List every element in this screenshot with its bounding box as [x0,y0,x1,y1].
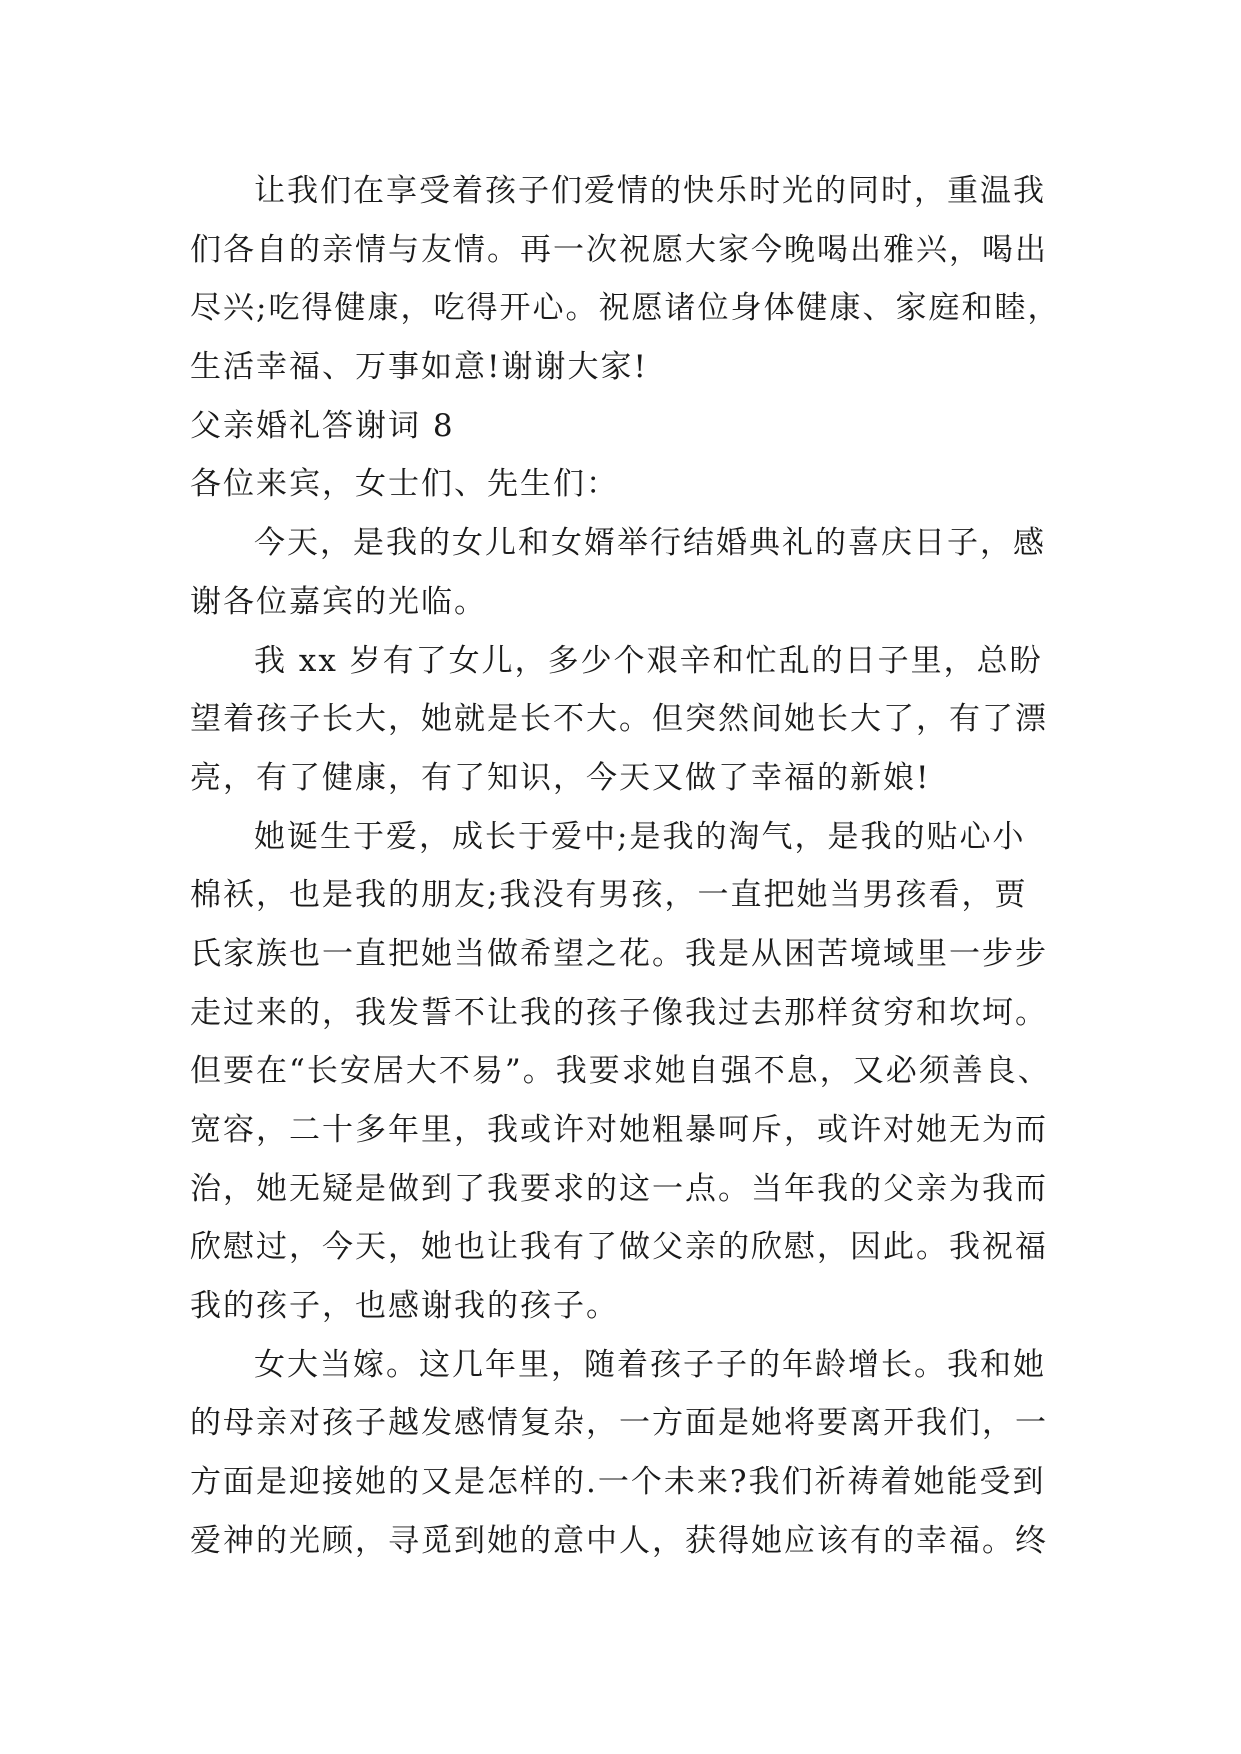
section-heading: 父亲婚礼答谢词 8 [190,407,455,444]
text-line: 方面是迎接她的又是怎样的.一个未来?我们祈祷着她能受到 [190,1464,1046,1501]
text-line: 欣慰过，今天，她也让我有了做父亲的欣慰，因此。我祝福 [190,1229,1048,1266]
text-line: 女大当嫁。这几年里，随着孩子子的年龄增长。我和她 [254,1346,1046,1383]
text-line: 望着孩子长大，她就是长不大。但突然间她长大了，有了漂 [190,701,1048,738]
document-page [190,162,1090,1571]
text-line: 的母亲对孩子越发感情复杂，一方面是她将要离开我们，一 [190,1405,1048,1442]
text-line: 氏家族也一直把她当做希望之花。我是从困苦境域里一步步 [190,935,1048,972]
text-line: 生活幸福、万事如意!谢谢大家! [190,349,648,386]
text-line: 们各自的亲情与友情。再一次祝愿大家今晚喝出雅兴，喝出 [190,231,1048,268]
text-line: 尽兴;吃得健康，吃得开心。祝愿诸位身体健康、家庭和睦， [190,290,1061,327]
text-line: 让我们在享受着孩子们爱情的快乐时光的同时，重温我 [254,173,1046,209]
text-line: 她诞生于爱，成长于爱中;是我的淘气，是我的贴心小 [254,818,1026,855]
salutation: 各位来宾，女士们、先生们： [190,466,619,503]
text-line: 我 xx 岁有了女儿，多少个艰辛和忙乱的日子里，总盼 [254,642,1043,679]
text-line: 亮，有了健康，有了知识，今天又做了幸福的新娘! [190,759,931,796]
text-line: 今天，是我的女儿和女婿举行结婚典礼的喜庆日子，感 [254,525,1046,562]
text-line: 爱神的光顾，寻觅到她的意中人，获得她应该有的幸福。终 [190,1522,1048,1559]
text-line: 我的孩子，也感谢我的孩子。 [190,1288,619,1325]
text-line: 但要在“长安居大不易”。我要求她自强不息，又必须善良、 [190,1053,1051,1090]
text-line: 治，她无疑是做到了我要求的这一点。当年我的父亲为我而 [190,1170,1048,1207]
text-line: 走过来的，我发誓不让我的孩子像我过去那样贫穷和坎坷。 [190,994,1048,1031]
text-line: 棉袄，也是我的朋友;我没有男孩，一直把她当男孩看，贾 [190,877,1028,914]
text-line: 谢各位嘉宾的光临。 [190,583,487,620]
text-line: 宽容，二十多年里，我或许对她粗暴呵斥，或许对她无为而 [190,1112,1048,1148]
